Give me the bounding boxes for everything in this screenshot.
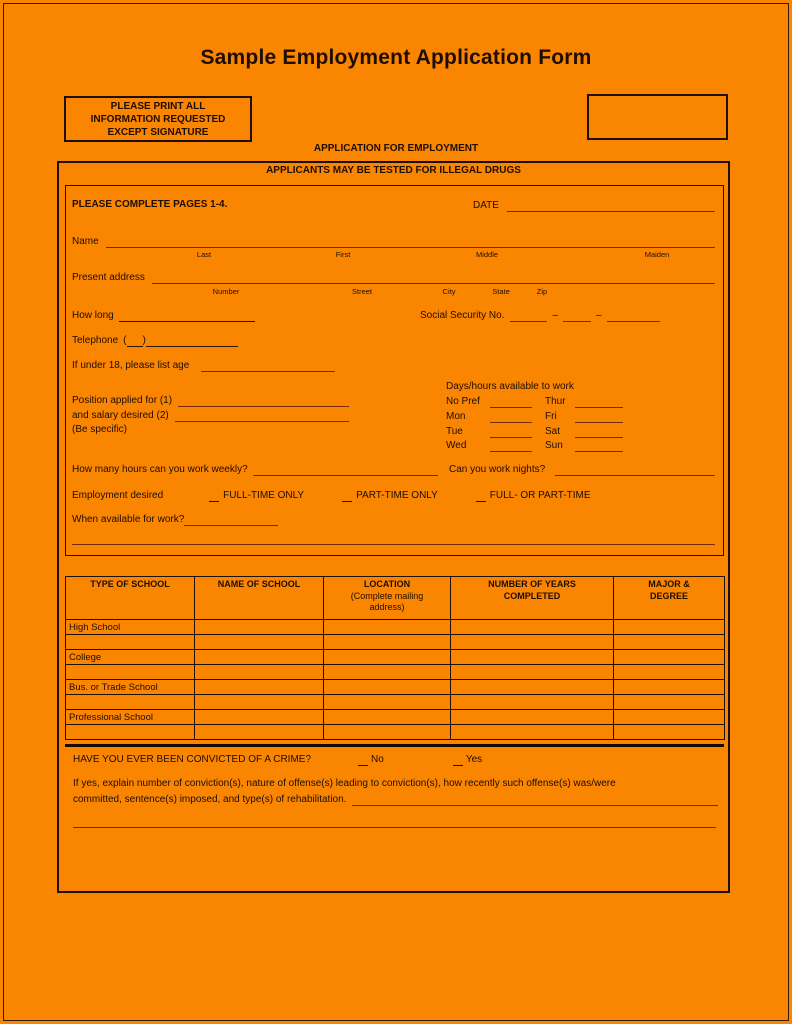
address-sublabel-street: Street [351,287,373,296]
table-row [66,710,725,725]
telephone-label: Telephone [72,335,119,346]
name-sublabel-maiden: Maiden [644,250,670,259]
table-row [66,725,725,740]
day-label: Sat [545,426,561,437]
col-header-name-of-school: NAME OF SCHOOL [195,577,324,620]
crime-explain-writing-line [352,793,718,806]
form-subtitle: APPLICATION FOR EMPLOYMENT [313,143,479,154]
section-divider-line [65,744,724,747]
extra-writing-line [72,544,715,545]
day-label: Thur [545,396,566,407]
ssn-line-2 [563,309,591,322]
day-availability-line [575,439,623,452]
education-header-row [66,577,725,620]
address-label: Present address [72,272,145,283]
name-label: Name [72,236,99,247]
school-type-cell: High School [66,620,195,635]
under18-label: If under 18, please list age [72,360,190,371]
position-applied-label: Position applied for (1) [72,395,173,406]
notice-line: EXCEPT SIGNATURE [107,127,209,138]
salary-line [175,409,349,422]
address-line [152,271,715,284]
col-header-years-completed: NUMBER OF YEARS COMPLETED [451,577,614,620]
full-time-blank [209,489,219,502]
name-sublabel-middle: Middle [475,250,499,259]
table-row [66,680,725,695]
day-availability-line [490,395,532,408]
name-sublabel-first: First [335,250,351,259]
when-available-line [184,513,278,526]
address-sublabel-number: Number [212,287,240,296]
ssn-dash: – [552,310,559,321]
crime-explain-line2: committed, sentence(s) imposed, and type(s) of rehabilitation. [73,794,347,805]
crime-explain-line1: If yes, explain number of conviction(s), nature of offense(s) leading to conviction(s), how recently such offense(s) was/were [73,778,616,789]
day-label: No Pref [446,396,480,407]
telephone-paren-close: ) [142,335,146,346]
crime-no-blank [358,753,368,766]
col-header-major-degree: MAJOR & DEGREE [614,577,725,620]
education-table [65,576,725,740]
when-available-label: When available for work? [72,514,185,525]
office-use-box [587,94,728,140]
complete-pages-label: PLEASE COMPLETE PAGES 1-4. [72,199,228,210]
drug-test-banner: APPLICANTS MAY BE TESTED FOR ILLEGAL DRUGS [266,165,521,176]
employment-option-full-time: FULL-TIME ONLY [223,490,305,501]
be-specific-label: (Be specific) [72,424,128,435]
under18-age-line [201,359,335,372]
school-type-cell: Professional School [66,710,195,725]
telephone-line [146,334,238,347]
position-line [178,394,349,407]
school-type-cell [66,635,195,650]
notice-line: INFORMATION REQUESTED [90,114,226,125]
part-time-blank [342,489,352,502]
how-long-line [119,309,255,322]
crime-question: HAVE YOU EVER BEEN CONVICTED OF A CRIME? [73,754,312,765]
day-availability-line [575,410,623,423]
school-type-cell [66,725,195,740]
day-availability-line [490,425,532,438]
table-row [66,620,725,635]
school-type-cell [66,665,195,680]
address-sublabel-zip: Zip [536,287,548,296]
ssn-label: Social Security No. [420,310,505,321]
crime-extra-writing-line [73,827,716,828]
notice-line: PLEASE PRINT ALL [110,101,206,112]
application-form-box [57,161,730,893]
crime-yes-label: Yes [465,754,483,765]
ssn-line-1 [510,309,547,322]
work-nights-line [555,463,715,476]
crime-yes-blank [453,753,463,766]
school-type-cell [66,695,195,710]
employment-option-full-or-part: FULL- OR PART-TIME [489,490,591,501]
page-title: Sample Employment Application Form [200,46,592,69]
personal-info-section [65,185,724,556]
table-row [66,650,725,665]
day-availability-line [490,439,532,452]
day-availability-line [575,395,623,408]
col-header-type-of-school: TYPE OF SCHOOL [66,577,195,620]
date-line [507,199,715,212]
how-long-label: How long [72,310,114,321]
table-row [66,665,725,680]
table-row [66,695,725,710]
day-label: Mon [446,411,466,422]
address-sublabel-city: City [442,287,456,296]
full-or-part-blank [476,489,486,502]
ssn-dash: – [596,310,602,321]
day-label: Sun [545,440,563,451]
print-notice-box [64,96,252,142]
day-label: Tue [446,426,463,437]
date-label: DATE [473,200,499,211]
hours-weekly-label: How many hours can you work weekly? [72,464,248,475]
crime-no-label: No [371,754,384,765]
work-nights-label: Can you work nights? [449,464,546,475]
days-hours-header: Days/hours available to work [446,381,574,392]
ssn-line-3 [607,309,660,322]
hours-weekly-line [253,463,438,476]
telephone-paren-open: ( [123,335,127,346]
telephone-area-line [127,334,143,347]
school-type-cell: Bus. or Trade School [66,680,195,695]
school-type-cell: College [66,650,195,665]
address-sublabel-state: State [492,287,510,296]
name-sublabel-last: Last [196,250,212,259]
name-line [106,235,715,248]
employment-option-part-time: PART-TIME ONLY [356,490,438,501]
employment-desired-label: Employment desired [72,490,164,501]
day-availability-line [575,425,623,438]
day-availability-line [490,410,532,423]
col-header-location: LOCATION (Complete mailing address) [324,577,451,620]
day-label: Fri [545,411,557,422]
table-row [66,635,725,650]
day-label: Wed [446,440,467,451]
salary-desired-label: and salary desired (2) [72,410,169,421]
